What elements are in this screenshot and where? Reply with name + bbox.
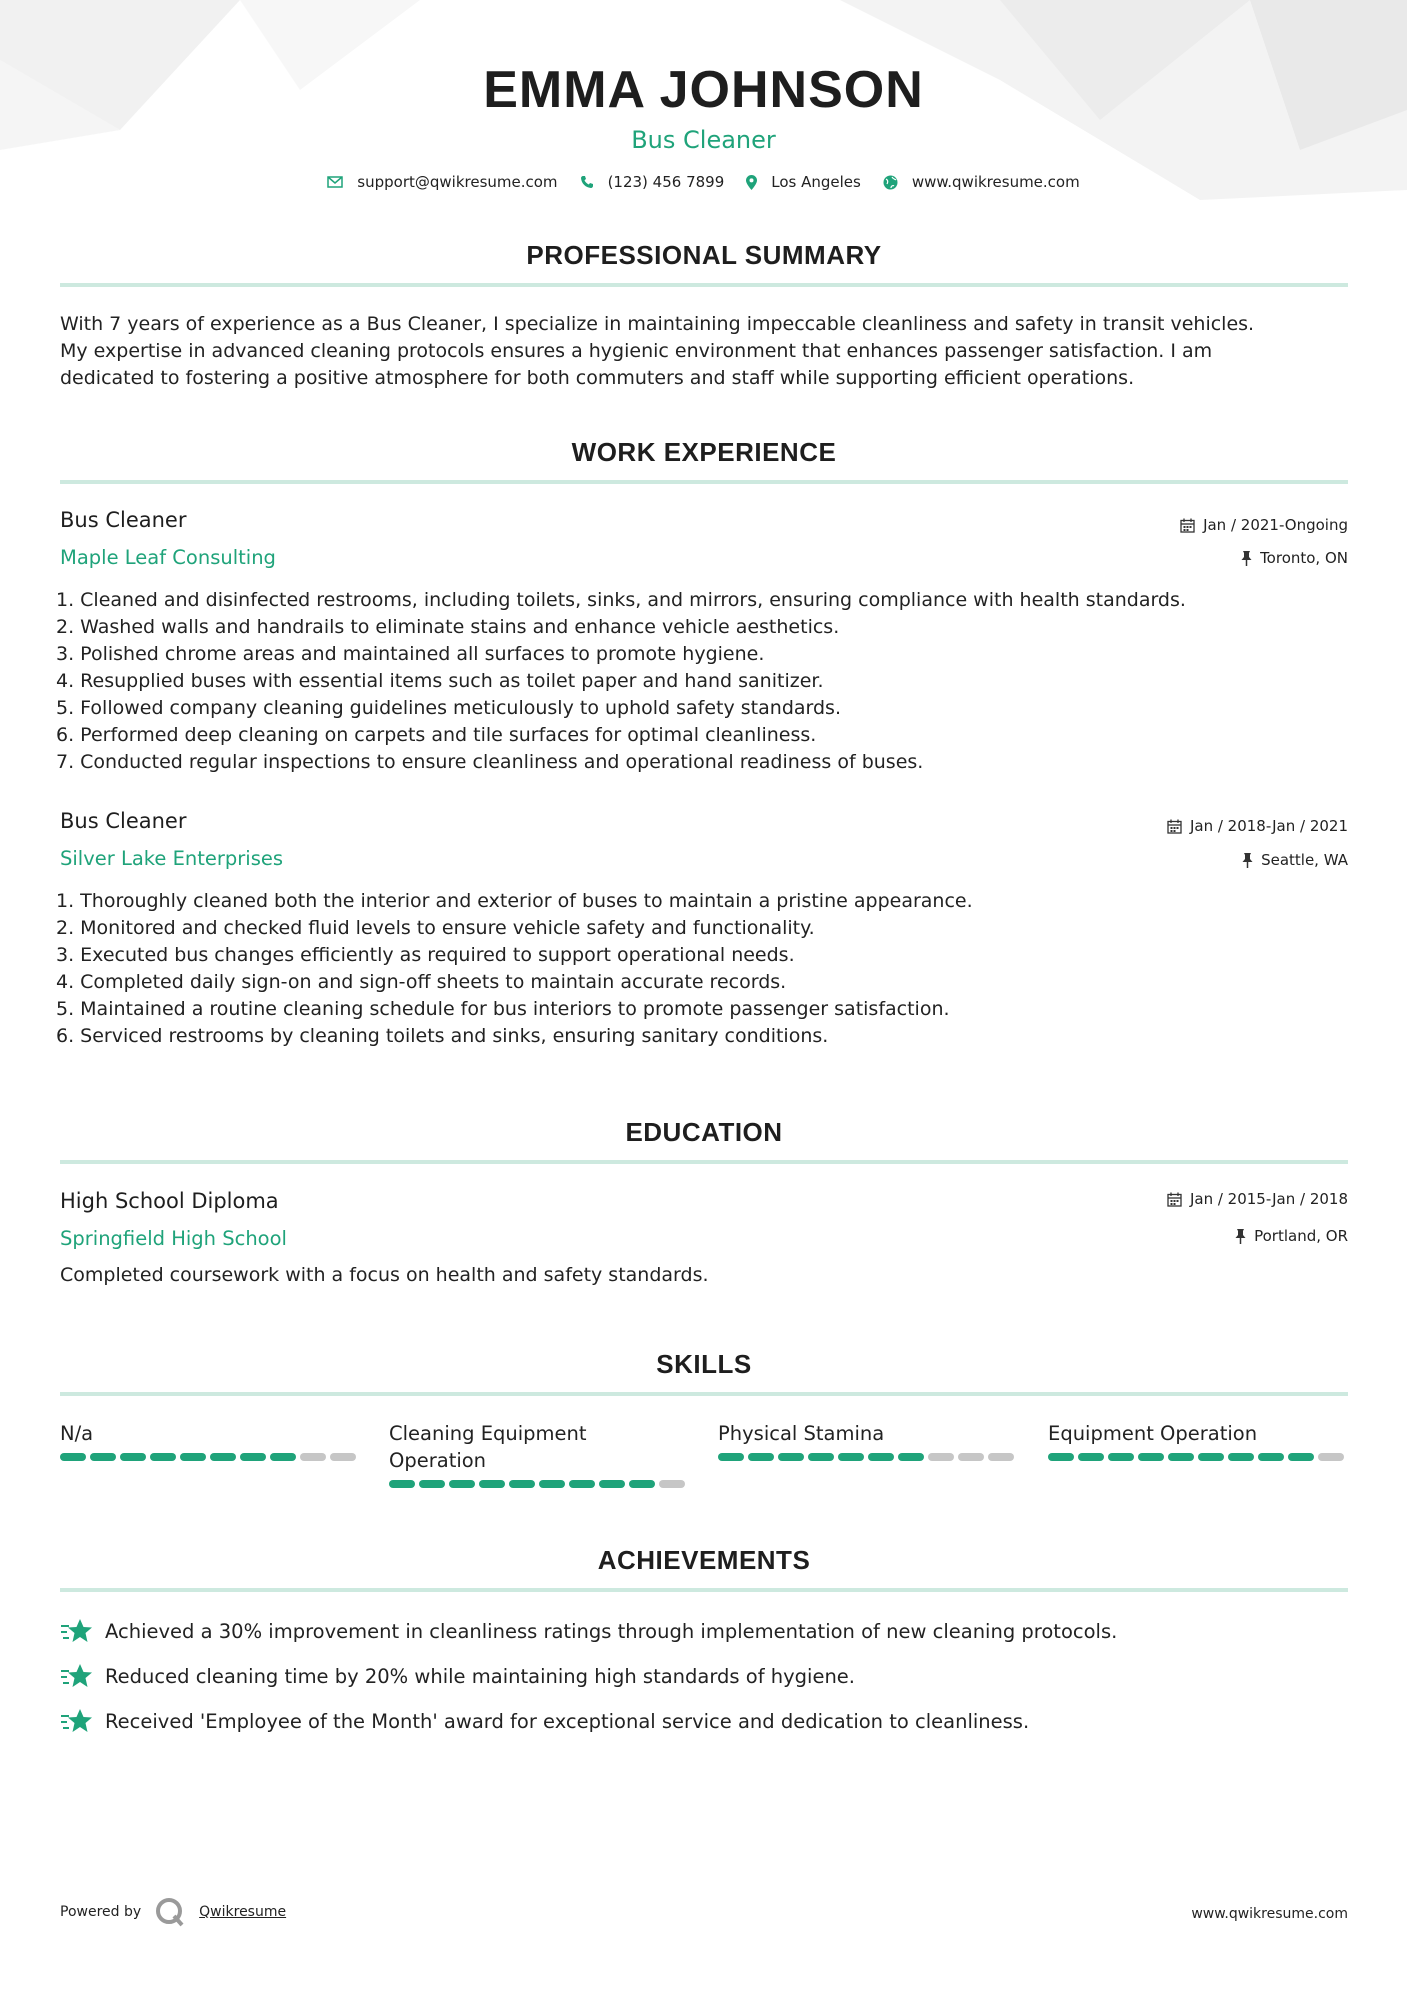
skill-item [1048, 1420, 1348, 1461]
footer-website[interactable]: www.qwikresume.com [1191, 1906, 1348, 1922]
job-company: Silver Lake Enterprises [60, 847, 284, 870]
skill-level-bar [718, 1453, 1018, 1461]
skill-dot-filled [1138, 1453, 1164, 1461]
skills-heading: SKILLS [656, 1349, 752, 1379]
list-item: 6. Performed deep cleaning on carpets and tile surfaces for optimal cleanliness. [56, 724, 817, 746]
job-location-text: Toronto, ON [1260, 549, 1348, 567]
skill-dot-filled [569, 1480, 595, 1488]
skill-dot-empty [928, 1453, 954, 1461]
skill-dot-filled [180, 1453, 206, 1461]
achievement-item [60, 1663, 855, 1689]
skill-dot-filled [778, 1453, 804, 1461]
skill-dot-filled [150, 1453, 176, 1461]
list-item: 5. Followed company cleaning guidelines meticulously to uphold safety standards. [56, 697, 841, 719]
skill-item [389, 1420, 689, 1488]
list-item: 1. Cleaned and disinfected restrooms, including toilets, sinks, and mirrors, ensuring compliance with health standards. [56, 589, 1186, 611]
job-location-text: Seattle, WA [1261, 851, 1348, 869]
summary-line: dedicated to fostering a positive atmosphere for both commuters and staff while supporting efficient operations. [60, 367, 1135, 389]
candidate-role: Bus Cleaner [631, 126, 776, 154]
map-pin-icon [746, 175, 757, 190]
work-heading: WORK EXPERIENCE [571, 437, 837, 467]
list-item: 4. Completed daily sign-on and sign-off sheets to maintain accurate records. [56, 971, 787, 993]
education-description: Completed coursework with a focus on health and safety standards. [60, 1264, 709, 1286]
work-divider [60, 480, 1348, 484]
skill-name: Cleaning Equipment Operation [389, 1422, 587, 1472]
skill-dot-filled [60, 1453, 86, 1461]
skill-dot-filled [479, 1480, 505, 1488]
star-icon [60, 1663, 93, 1689]
achievement-item [60, 1618, 1117, 1644]
skill-item [60, 1420, 360, 1461]
skill-dot-filled [1048, 1453, 1074, 1461]
list-item: 6. Serviced restrooms by cleaning toilets and sinks, ensuring sanitary conditions. [56, 1025, 829, 1047]
skill-dot-filled [1228, 1453, 1254, 1461]
list-item: 5. Maintained a routine cleaning schedule for bus interiors to promote passenger satisfaction. [56, 998, 950, 1020]
education-dates-text: Jan / 2015-Jan / 2018 [1189, 1190, 1348, 1208]
job-dates [1180, 516, 1348, 534]
summary-text [60, 311, 1350, 392]
contact-location-text: Los Angeles [771, 173, 861, 191]
summary-heading: PROFESSIONAL SUMMARY [526, 240, 882, 270]
star-icon [60, 1618, 93, 1644]
resume-header [0, 58, 1407, 156]
skill-dot-filled [449, 1480, 475, 1488]
contact-location [746, 173, 861, 191]
star-icon [60, 1708, 93, 1734]
list-item: 4. Resupplied buses with essential items such as toilet paper and hand sanitizer. [56, 670, 824, 692]
phone-icon [580, 175, 594, 189]
skill-level-bar [389, 1480, 689, 1488]
achievement-text: Received 'Employee of the Month' award for exceptional service and dedication to cleanliness. [105, 1709, 1030, 1733]
pushpin-icon [1242, 853, 1253, 868]
calendar-icon [1180, 518, 1195, 533]
skill-dot-filled [90, 1453, 116, 1461]
skill-name: N/a [60, 1422, 94, 1445]
skill-level-bar [1048, 1453, 1348, 1461]
skill-dot-filled [240, 1453, 266, 1461]
summary-line: With 7 years of experience as a Bus Cleaner, I specialize in maintaining impeccable cleanliness and safety in transit vehicles. [60, 313, 1255, 335]
skill-dot-filled [270, 1453, 296, 1461]
skill-dot-filled [748, 1453, 774, 1461]
footer-powered-by [60, 1897, 286, 1927]
skills-divider [60, 1392, 1348, 1396]
pushpin-icon [1241, 551, 1252, 566]
skill-dot-filled [210, 1453, 236, 1461]
skill-dot-filled [389, 1480, 415, 1488]
job-dates-text: Jan / 2021-Ongoing [1203, 516, 1348, 534]
skill-dot-filled [898, 1453, 924, 1461]
job-location [1242, 851, 1348, 869]
list-item: 1. Thoroughly cleaned both the interior and exterior of buses to maintain a pristine appearance. [56, 890, 973, 912]
job-duties-list [56, 587, 1356, 776]
skill-dot-filled [629, 1480, 655, 1488]
skill-dot-empty [1318, 1453, 1344, 1461]
contact-website[interactable] [883, 173, 1080, 191]
job-dates [1167, 817, 1348, 835]
list-item: 3. Polished chrome areas and maintained all surfaces to promote hygiene. [56, 643, 765, 665]
contact-website-text: www.qwikresume.com [911, 173, 1080, 191]
skill-dot-filled [868, 1453, 894, 1461]
skill-name: Physical Stamina [718, 1422, 885, 1445]
skill-dot-empty [958, 1453, 984, 1461]
contact-phone[interactable] [580, 173, 725, 191]
candidate-name: EMMA JOHNSON [483, 61, 924, 119]
job-title: Bus Cleaner [60, 809, 187, 833]
contact-phone-text: (123) 456 7899 [607, 173, 725, 191]
skill-dot-filled [509, 1480, 535, 1488]
degree-title: High School Diploma [60, 1189, 279, 1213]
contact-email-text: support@qwikresume.com [357, 173, 558, 191]
job-company: Maple Leaf Consulting [60, 546, 276, 569]
summary-line: My expertise in advanced cleaning protocols ensures a hygienic environment that enhances passenger satisfaction. I am [60, 340, 1213, 362]
list-item: 3. Executed bus changes efficiently as required to support operational needs. [56, 944, 795, 966]
job-title: Bus Cleaner [60, 508, 187, 532]
skill-dot-filled [838, 1453, 864, 1461]
skill-dot-empty [988, 1453, 1014, 1461]
education-location [1235, 1227, 1348, 1245]
skill-dot-filled [419, 1480, 445, 1488]
list-item: 2. Washed walls and handrails to eliminate stains and enhance vehicle aesthetics. [56, 616, 840, 638]
skill-dot-filled [1078, 1453, 1104, 1461]
education-heading: EDUCATION [625, 1117, 783, 1147]
education-location-text: Portland, OR [1254, 1227, 1348, 1245]
pushpin-icon [1235, 1229, 1246, 1244]
calendar-icon [1167, 1192, 1182, 1207]
achievement-text: Achieved a 30% improvement in cleanliness ratings through implementation of new cleaning protocols. [105, 1619, 1118, 1643]
achievements-heading: ACHIEVEMENTS [597, 1545, 811, 1575]
skill-dot-filled [1108, 1453, 1134, 1461]
achievements-divider [60, 1588, 1348, 1592]
skill-dot-filled [539, 1480, 565, 1488]
skill-dot-filled [1258, 1453, 1284, 1461]
qwikresume-logo-icon [155, 1897, 185, 1927]
calendar-icon [1167, 819, 1182, 834]
skill-dot-filled [718, 1453, 744, 1461]
skill-dot-filled [599, 1480, 625, 1488]
skill-dot-filled [120, 1453, 146, 1461]
envelope-icon [327, 176, 343, 188]
powered-by-label: Powered by [60, 1904, 142, 1920]
skill-level-bar [60, 1453, 360, 1461]
education-divider [60, 1160, 1348, 1164]
education-dates [1167, 1190, 1348, 1208]
list-item: 2. Monitored and checked fluid levels to ensure vehicle safety and functionality. [56, 917, 815, 939]
contact-email[interactable] [327, 173, 557, 191]
skill-dot-empty [659, 1480, 685, 1488]
globe-icon [883, 175, 898, 190]
skill-dot-empty [300, 1453, 326, 1461]
skill-dot-filled [808, 1453, 834, 1461]
qwikresume-link[interactable]: Qwikresume [199, 1904, 287, 1920]
skill-item [718, 1420, 1018, 1461]
skill-name: Equipment Operation [1048, 1422, 1258, 1445]
job-dates-text: Jan / 2018-Jan / 2021 [1189, 817, 1348, 835]
skill-dot-empty [330, 1453, 356, 1461]
skill-dot-filled [1288, 1453, 1314, 1461]
achievement-item [60, 1708, 1029, 1734]
list-item: 7. Conducted regular inspections to ensure cleanliness and operational readiness of buses. [56, 751, 924, 773]
skill-dot-filled [1198, 1453, 1224, 1461]
skill-dot-filled [1168, 1453, 1194, 1461]
achievement-text: Reduced cleaning time by 20% while maintaining high standards of hygiene. [105, 1664, 855, 1688]
summary-divider [60, 283, 1348, 287]
job-location [1241, 549, 1348, 567]
contact-bar [0, 173, 1407, 191]
job-duties-list [56, 888, 1356, 1050]
school-name: Springfield High School [60, 1227, 287, 1250]
